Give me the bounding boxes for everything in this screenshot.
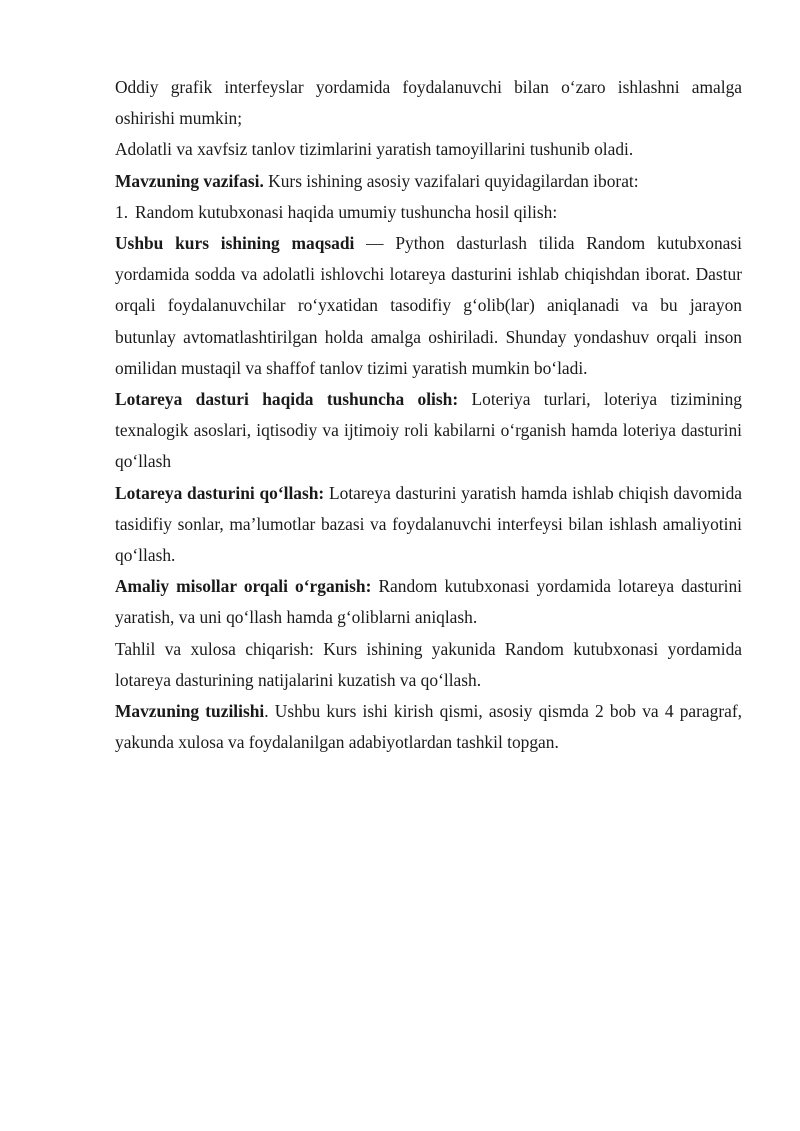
tasks-heading: Mavzuning vazifasi. [115,170,264,191]
paragraph-structure [115,696,742,758]
paragraph-goal [115,228,742,384]
tasks-text: Kurs ishining asosiy vazifalari quyidagilardan iborat: [263,170,639,191]
goal-text: — Python dasturlash tilida Random kutubxonasi yordamida sodda va adolatli ishlovchi lotareya dasturini ishlab chiqishdan iborat. Dastur orqali foydalanuvchilar ro‘yxatidan tasodifiy g‘olib(lar) aniqlanadi va bu jarayon butunlay avtomatlashtirilgan holda amalga oshiriladi. Shunday yondashuv orqali inson omilidan mustaqil va shaffof tanlov tizimi yaratish mumkin bo‘ladi. [115,233,743,378]
paragraph-practical-examples [115,571,742,633]
structure-heading: Mavzuning tuzilishi [115,701,265,722]
list-item-text: Random kutubxonasi haqida umumiy tushuncha hosil qilish: [135,201,558,222]
paragraph-lottery-usage [115,478,742,572]
practical-examples-heading: Amaliy misollar orqali o‘rganish: [115,576,372,597]
structure-text: . Ushbu kurs ishi kirish qismi, asosiy qismda 2 bob va 4 paragraf, yakunda xulosa va foydalanilgan adabiyotlardan tashkil topgan. [115,701,742,753]
paragraph-tasks [115,166,742,197]
paragraph-lottery-concept [115,384,742,478]
paragraph-fair-selection: Adolatli va xavfsiz tanlov tizimlarini yaratish tamoyillarini tushunib oladi. [115,139,634,160]
goal-heading: Ushbu kurs ishining maqsadi [115,233,355,254]
lottery-usage-heading: Lotareya dasturini qo‘llash: [115,482,325,503]
paragraph-interface: Oddiy grafik interfeyslar yordamida foydalanuvchi bilan o‘zaro ishlashni amalga oshirishi mumkin; [115,77,742,129]
lottery-concept-heading: Lotareya dasturi haqida tushuncha olish: [115,389,459,410]
lottery-usage-text: Lotareya dasturini yaratish hamda ishlab chiqish davomida tasidifiy sonlar, ma’lumotlar bazasi va foydalanuvchi interfeysi bilan ishlash amaliyotini qo‘llash. [115,482,742,566]
document-page [115,72,742,758]
list-item-1 [115,197,742,228]
paragraph-analysis: Tahlil va xulosa chiqarish: Kurs ishining yakunida Random kutubxonasi yordamida lotareya dasturining natijalarini kuzatish va qo‘llash. [115,638,742,690]
lottery-concept-text: Loteriya turlari, loteriya tizimining texnalogik asoslari, iqtisodiy va ijtimoiy roli kabilarni o‘rganish hamda loteriya dasturini qo‘llash [115,389,742,472]
list-number: 1. [115,201,129,222]
practical-examples-text: Random kutubxonasi yordamida lotareya dasturini yaratish, va uni qo‘llash hamda g‘oliblarni aniqlash. [115,576,742,628]
